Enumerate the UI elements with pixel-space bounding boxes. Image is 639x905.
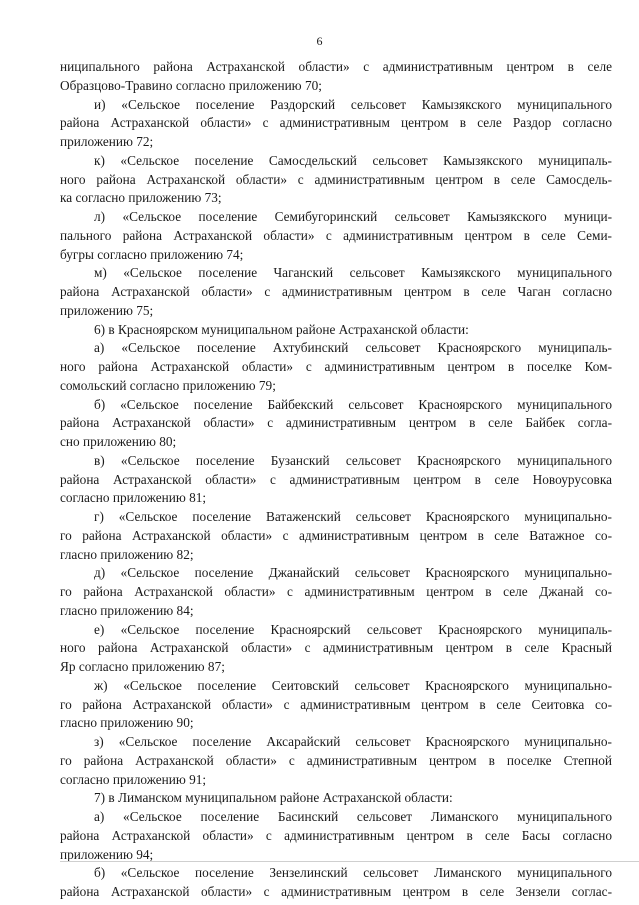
text-line: района Астраханской области» с административным центром в селе Раздор согласно [60, 115, 612, 131]
text-line: ного района Астраханской области» с административным центром в селе Красный [60, 640, 612, 656]
text-line: го района Астраханской области» с административным центром в поселке Степной [60, 752, 612, 768]
text-line: ного района Астраханской области» с административным центром в селе Самосдель- [60, 171, 612, 187]
text-line: приложению 75; [60, 302, 154, 318]
text-line: согласно приложению 91; [60, 771, 207, 787]
text-line: гласно приложению 90; [60, 715, 194, 731]
text-line: з) «Сельское поселение Аксарайский сельсовет Красноярского муниципально- [94, 734, 612, 749]
text-line: пального района Астраханской области» с административным центром в селе Семи- [60, 227, 612, 243]
text-line: района Астраханской области» с административным центром в селе Чаган согласно [60, 284, 612, 299]
text-line: приложению 72; [60, 134, 154, 149]
document-body [60, 58, 612, 902]
text-line: а) «Сельское поселение Басинский сельсовет Лиманского муниципального [94, 809, 612, 824]
text-line: б) «Сельское поселение Байбекский сельсовет Красноярского муниципального [94, 396, 612, 412]
text-line: л) «Сельское поселение Семибугоринский сельсовет Камызякского муници- [94, 209, 612, 224]
text-line: го района Астраханской области» с административным центром в селе Сеитовка со- [60, 696, 612, 712]
text-line: согласно приложению 81; [60, 490, 207, 506]
text-line: гласно приложению 82; [60, 546, 194, 562]
text-line: гласно приложению 84; [60, 602, 194, 618]
text-line: д) «Сельское поселение Джанайский сельсовет Красноярского муниципально- [94, 565, 612, 581]
section-heading: 6) в Красноярском муниципальном районе Астраханской области: [94, 321, 469, 337]
text-line: го района Астраханской области» с административным центром в селе Ватажное со- [60, 527, 612, 543]
text-line: м) «Сельское поселение Чаганский сельсовет Камызякского муниципального [94, 265, 612, 281]
text-line: ниципального района Астраханской области» с административным центром в селе [60, 59, 612, 74]
text-line: района Астраханской области» с административным центром в селе Басы согласно [60, 827, 612, 843]
text-line: г) «Сельское поселение Ватаженский сельсовет Красноярского муниципально- [94, 509, 612, 524]
text-line: б) «Сельское поселение Зензелинский сельсовет Лиманского муниципального [94, 865, 612, 881]
text-line: к) «Сельское поселение Самосдельский сельсовет Камызякского муниципаль- [94, 152, 612, 168]
text-line: бугры согласно приложению 74; [60, 246, 244, 262]
text-line: Образцово-Травино согласно приложению 70; [60, 77, 322, 93]
text-line: ного района Астраханской области» с административным центром в поселке Ком- [60, 359, 612, 374]
text-line: приложению 94; [60, 846, 154, 862]
text-line: е) «Сельское поселение Красноярский сельсовет Красноярского муниципаль- [94, 621, 612, 637]
text-line: сно приложению 80; [60, 434, 177, 449]
text-line: района Астраханской области» с административным центром в селе Новоурусовка [60, 471, 612, 487]
text-line: ж) «Сельское поселение Сеитовский сельсовет Красноярского муниципально- [94, 677, 612, 693]
text-line: района Астраханской области» с административным центром в селе Зензели соглас- [60, 884, 612, 899]
section-heading: 7) в Лиманском муниципальном районе Астраханской области: [94, 790, 453, 806]
text-line: района Астраханской области» с административным центром в селе Байбек согла- [60, 415, 612, 431]
text-line: а) «Сельское поселение Ахтубинский сельсовет Красноярского муниципаль- [94, 340, 612, 356]
text-line: в) «Сельское поселение Бузанский сельсовет Красноярского муниципального [94, 452, 612, 468]
page-number: 6 [316, 34, 323, 48]
text-line: го района Астраханской области» с административным центром в селе Джанай со- [60, 584, 612, 599]
text-line: и) «Сельское поселение Раздорский сельсовет Камызякского муниципального [94, 96, 612, 112]
page-divider [60, 861, 639, 862]
text-line: сомольский согласно приложению 79; [60, 377, 276, 393]
text-line: Яр согласно приложению 87; [60, 659, 225, 674]
text-line: ка согласно приложению 73; [60, 190, 222, 206]
